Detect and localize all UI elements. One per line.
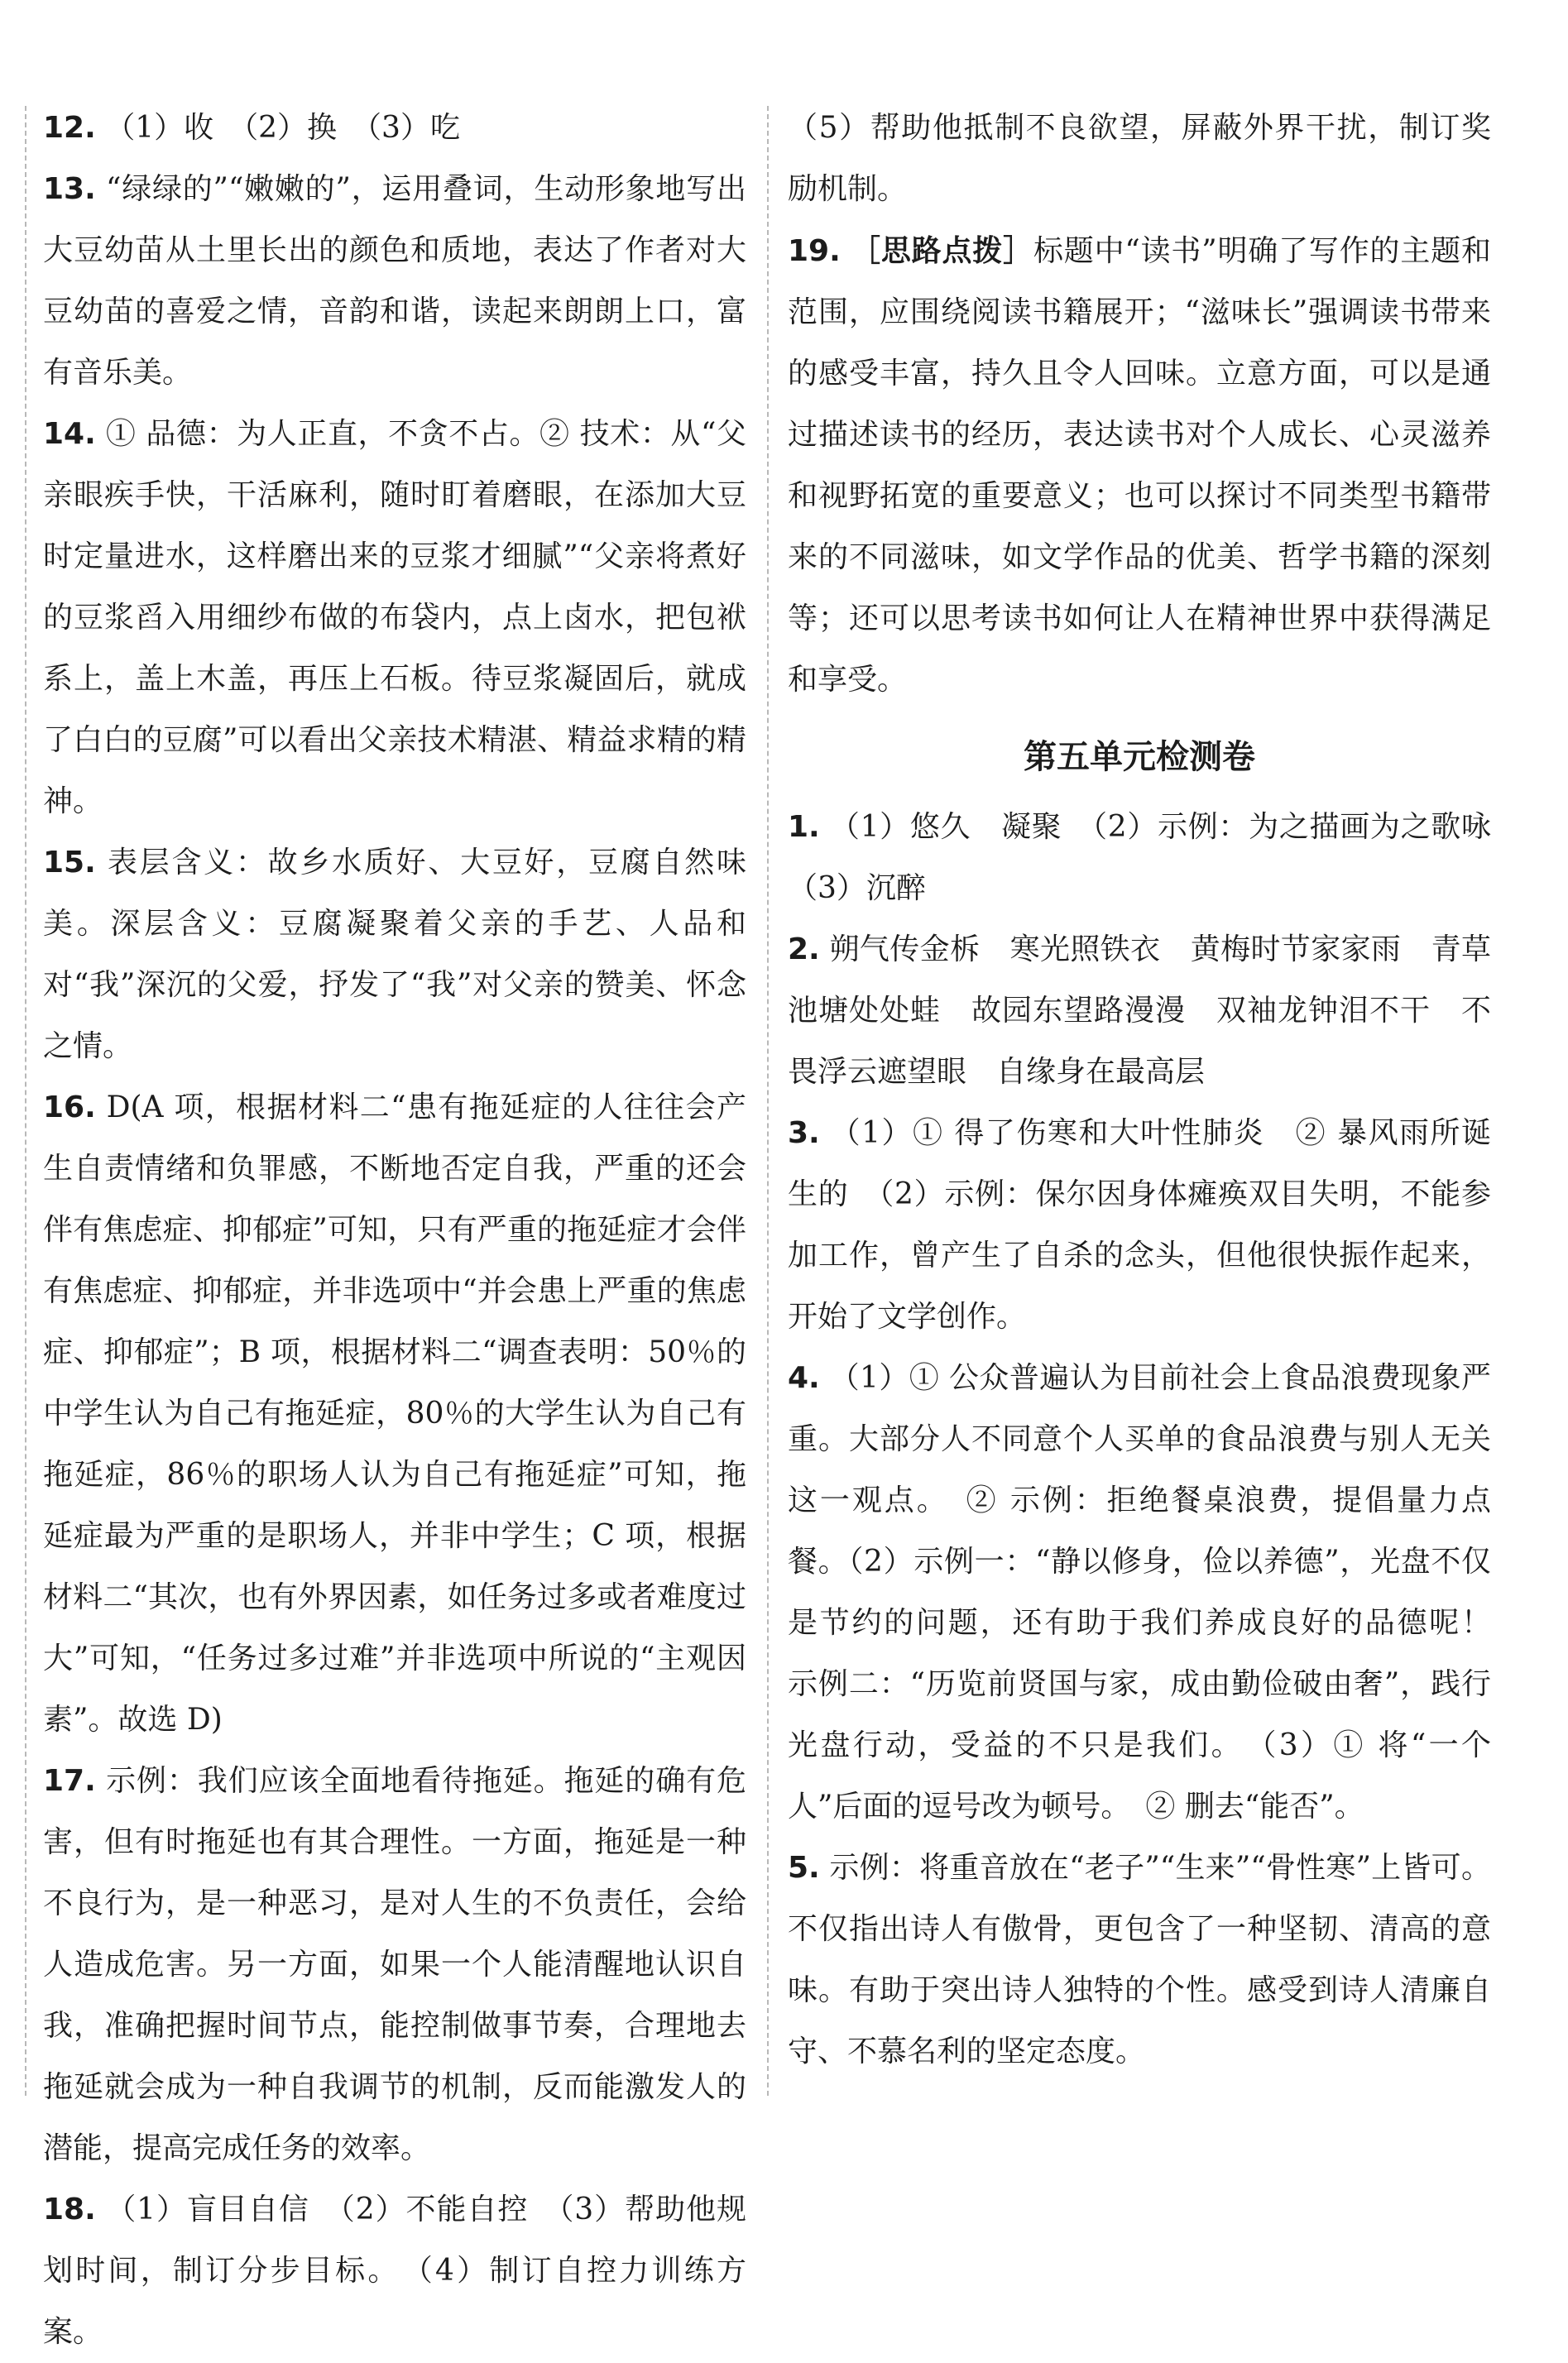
left-margin-line: [25, 106, 26, 2096]
answer-12: 12. （1）收 （2）换 （3）吃: [43, 111, 460, 145]
unit5-answer-1: 1. （1）悠久 凝聚 （2）示例：为之描画为之歌咏 （3）沉醉: [788, 810, 1522, 905]
unit5-answer-2: 2. 朔气传金柝 寒光照铁衣 黄梅时节家家雨 青草池塘处处蛙 故园东望路漫漫 双袖龙钟泪不干 不畏浮云遮望眼 自缘身在最高层: [788, 932, 1491, 1089]
right-column: [788, 98, 1522, 2083]
left-column: [43, 98, 746, 2363]
answer-14: 14. ① 品德：为人正直，不贪不占。② 技术：从“父亲眼疾手快，干活麻利，随时盯着磨眼，在添加大豆时定量进水，这样磨出来的豆浆才细腻”“父亲将煮好的豆浆舀入用细纱布做的布袋内，点上卤水，把包袱系上，盖上木盖，再压上石板。待豆浆凝固后，就成了白白的豆腐”可以看出父亲技术精湛、精益求精的精神。: [43, 417, 746, 818]
answer-17: 17. 示例：我们应该全面地看待拖延。拖延的确有危害，但有时拖延也有其合理性。一方面，拖延是一种不良行为，是一种恶习，是对人生的不负责任，会给人造成危害。另一方面，如果一个人能清醒地认识自我，准确把握时间节点，能控制做事节奏，合理地去拖延就会成为一种自我调节的机制，反而能激发人的潜能，提高完成任务的效率。: [43, 1764, 746, 2165]
column-divider: [767, 106, 769, 2096]
answer-18: 18. （1）盲目自信 （2）不能自控 （3）帮助他规划时间，制订分步目标。 （4）制订自控力训练方案。: [43, 2193, 746, 2349]
unit5-answer-5: 5. 示例：将重音放在“老子”“生来”“骨性寒”上皆可。不仅指出诗人有傲骨，更包含了一种坚韧、清高的意味。有助于突出诗人独特的个性。感受到诗人清廉自守、不慕名利的坚定态度。: [788, 1851, 1491, 2068]
section-title: 第五单元检测卷: [1024, 738, 1255, 776]
unit5-answer-4: 4. （1）① 公众普遍认为目前社会上食品浪费现象严重。大部分人不同意个人买单的食品浪费与别人无关这一观点。 ② 示例：拒绝餐桌浪费，提倡量力点餐。（2）示例一：“静以修身，俭以养德”，光盘不仅是节约的问题，还有助于我们养成良好的品德呢！ 示例二：“历览前贤国与家，成由勤俭破由奢”，践行光盘行动，受益的不只是我们。 （3）① 将“一个人”后面的逗号改为顿号。 ② 删去“能否”。: [788, 1361, 1522, 1824]
answer-13: 13. “绿绿的”“嫩嫩的”，运用叠词，生动形象地写出大豆幼苗从土里长出的颜色和质地，表达了作者对大豆幼苗的喜爱之情，音韵和谐，读起来朗朗上口，富有音乐美。: [43, 172, 746, 390]
answer-15: 15. 表层含义：故乡水质好、大豆好，豆腐自然味美。深层含义：豆腐凝聚着父亲的手艺、人品和对“我”深沉的父爱，抒发了“我”对父亲的赞美、怀念之情。: [43, 846, 746, 1063]
answer-19: 19. ［思路点拨］标题中“读书”明确了写作的主题和范围，应围绕阅读书籍展开；“滋味长”强调读书带来的感受丰富，持久且令人回味。立意方面，可以是通过描述读书的经历，表达读书对个人成长、心灵滋养和视野拓宽的重要意义；也可以探讨不同类型书籍带来的不同滋味，如文学作品的优美、哲学书籍的深刻等；还可以思考读书如何让人在精神世界中获得满足和享受。: [788, 233, 1491, 697]
answer-16: 16. D(A 项，根据材料二“患有拖延症的人往往会产生自责情绪和负罪感，不断地否定自我，严重的还会伴有焦虑症、抑郁症”可知，只有严重的拖延症才会伴有焦虑症、抑郁症，并非选项中“并会患上严重的焦虑症、抑郁症”；B 项，根据材料二“调查表明：50％的中学生认为自己有拖延症，80％的大学生认为自己有拖延症，86％的职场人认为自己有拖延症”可知，拖延症最为严重的是职场人，并非中学生；C 项，根据材料二“其次，也有外界因素，如任务过多或者难度过大”可知，“任务过多过难”并非选项中所说的“主观因素”。故选 D): [43, 1090, 746, 1737]
answer-18-continued: （5）帮助他抵制不良欲望，屏蔽外界干扰，制订奖励机制。: [788, 111, 1491, 206]
unit5-answer-3: 3. （1）① 得了伤寒和大叶性肺炎 ② 暴风雨所诞生的 （2）示例：保尔因身体瘫痪双目失明，不能参加工作，曾产生了自杀的念头，但他很快振作起来，开始了文学创作。: [788, 1116, 1491, 1334]
